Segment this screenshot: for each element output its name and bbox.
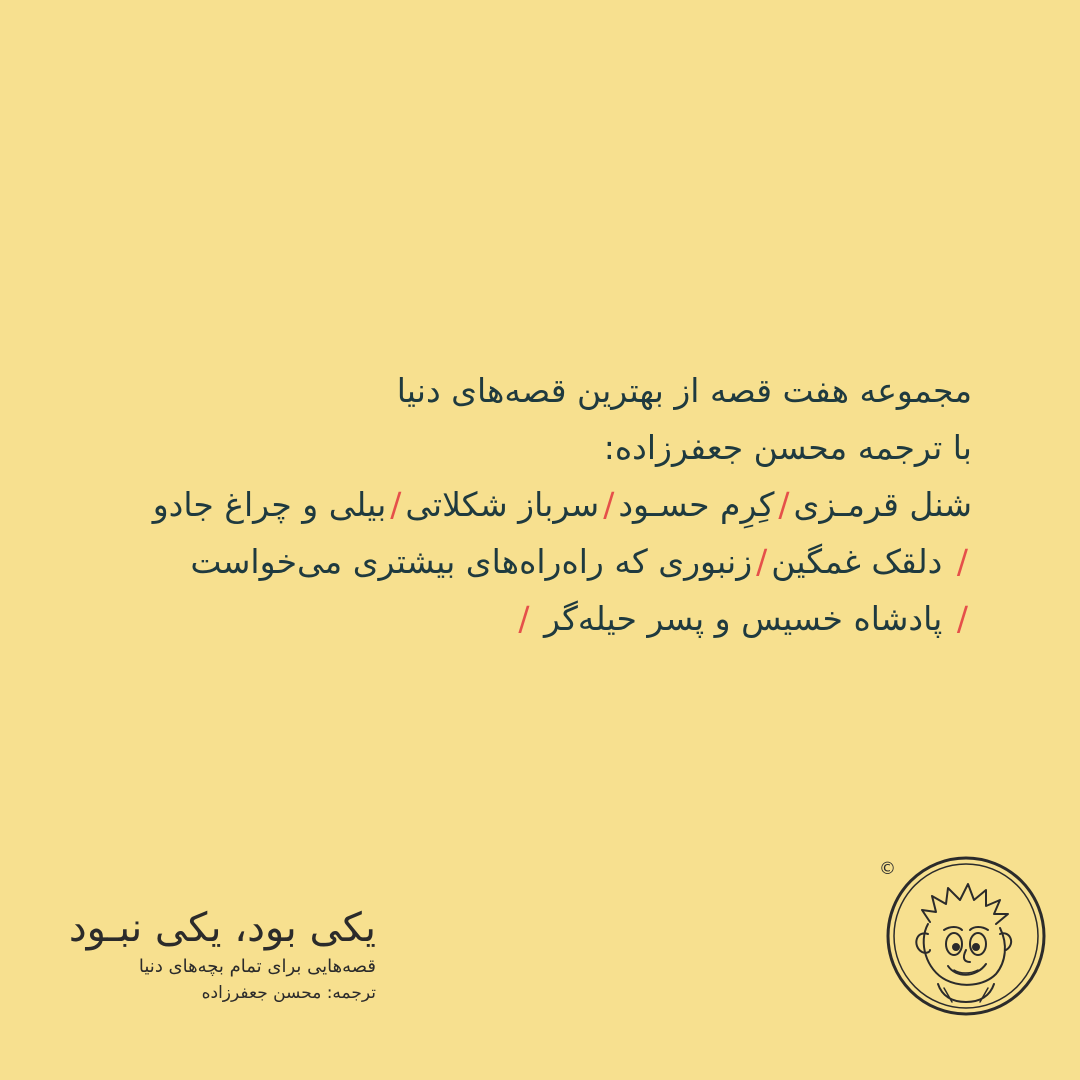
cartoon-kid-logo-icon bbox=[882, 852, 1050, 1020]
separator: / bbox=[518, 599, 530, 638]
separator: / bbox=[603, 485, 615, 524]
brand-block bbox=[56, 902, 376, 1006]
intro-line-2: با ترجمه محسن جعفرزاده: bbox=[603, 428, 972, 467]
brand-title: یکی بود، یکی نبـود bbox=[68, 905, 376, 951]
story-title: زنبوری که راه‌راه‌های بیشتری می‌خواست bbox=[190, 542, 753, 581]
stories-line-3 bbox=[72, 590, 972, 647]
story-title: دلقک غمگین bbox=[771, 542, 943, 581]
separator: / bbox=[956, 599, 968, 638]
brand-subtitle: قصه‌هایی برای تمام بچه‌های دنیا bbox=[138, 956, 376, 977]
intro-line-1: مجموعه هفت قصه از بهترین قصه‌های دنیا bbox=[396, 371, 972, 410]
story-title: بیلی و چراغ جادو bbox=[152, 485, 387, 524]
separator: / bbox=[956, 542, 968, 581]
story-title: سرباز شکلاتی bbox=[405, 485, 600, 524]
copyright-icon: © bbox=[879, 859, 896, 879]
stories-line-2 bbox=[72, 533, 972, 590]
stories-line-1 bbox=[72, 476, 972, 533]
story-title: کِرِم حسـود bbox=[618, 485, 775, 524]
brand-credit: ترجمه: محسن جعفرزاده bbox=[201, 983, 376, 1003]
story-title: پادشاه خسیس و پسر حیله‌گر bbox=[543, 599, 943, 638]
separator: / bbox=[778, 485, 790, 524]
story-title: شنل قرمـزی bbox=[793, 485, 972, 524]
stories-block bbox=[72, 362, 972, 647]
separator: / bbox=[756, 542, 768, 581]
separator: / bbox=[390, 485, 402, 524]
